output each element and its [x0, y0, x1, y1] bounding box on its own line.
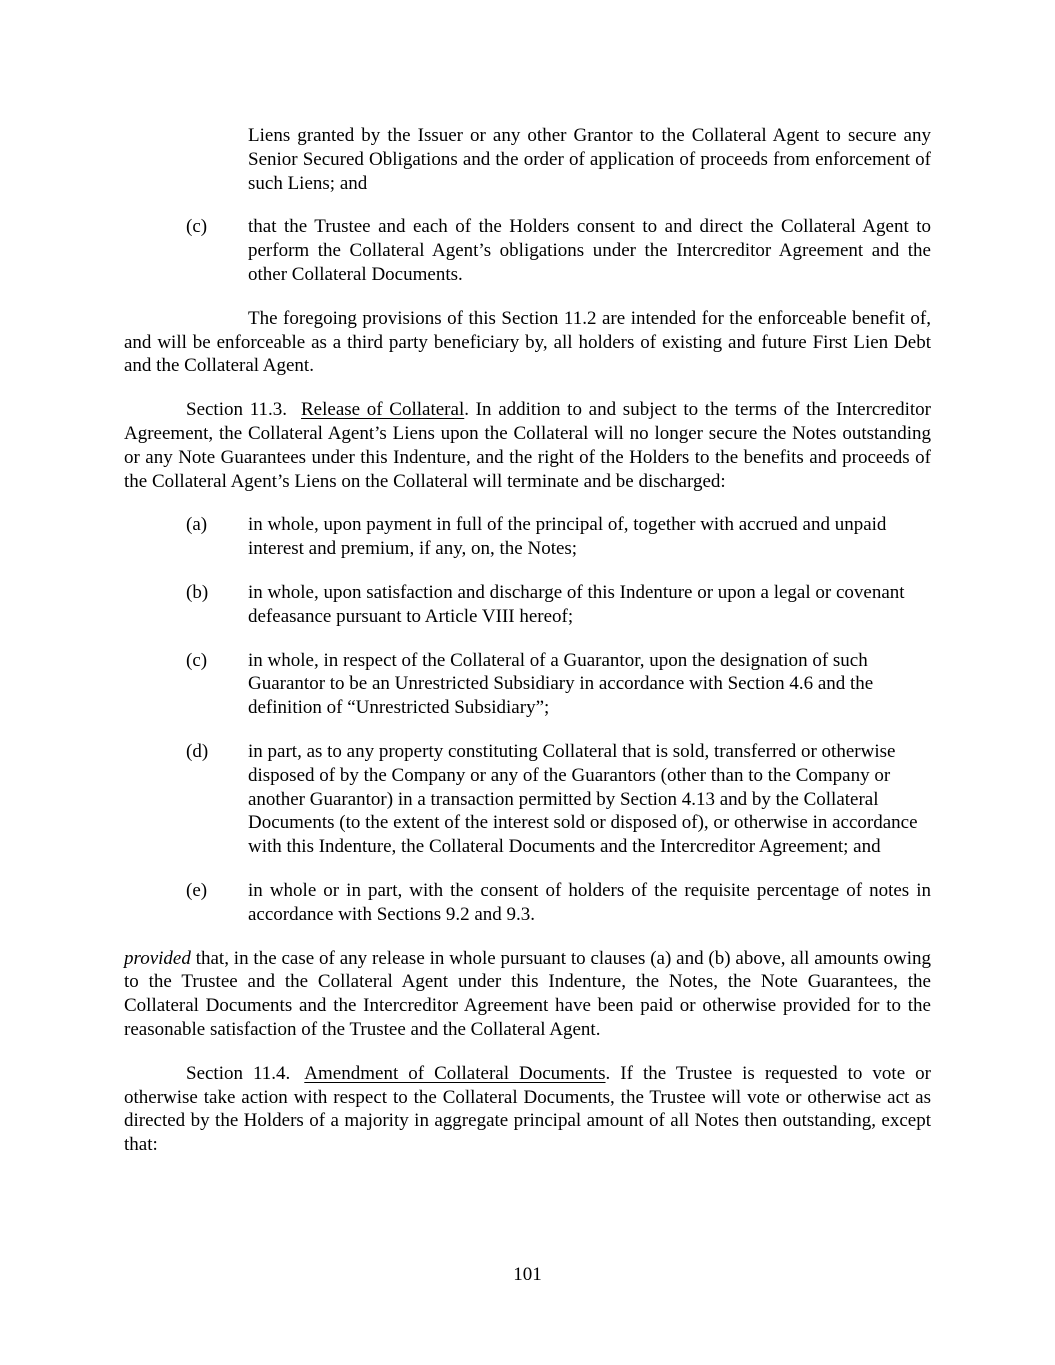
section-11-4-paragraph	[124, 1062, 931, 1157]
clause-label: (d)	[186, 740, 209, 762]
clause-label: (a)	[186, 514, 208, 536]
document-page	[124, 124, 931, 1177]
clause-c-consent	[124, 215, 931, 286]
proviso-lead: provided	[124, 947, 191, 969]
proviso-paragraph	[124, 947, 931, 1042]
section-body: . In addition to and subject to the terms of the Intercreditor Agreement, the Collateral Agent’s Liens upon the Collateral will no longer secure the Notes outstanding or any Note Guarantees under this Indenture, and the right of the Holders to the benefits and proceeds of the Collateral Agent’s Liens on the Collateral will terminate and be discharged:	[124, 399, 932, 492]
clause-label: (c)	[186, 216, 208, 238]
section-body: . If the Trustee is requested to vote or otherwise take action with respect to the Collateral Documents, the Trustee will vote or otherwise act as directed by the Holders of a majority in aggregate principal amount of all Notes then outstanding, except that:	[124, 1062, 931, 1156]
clause-text: in whole, upon satisfaction and discharge of this Indenture or upon a legal or covenant defeasance pursuant to Article VIII hereof;	[248, 581, 905, 627]
section-11-3-paragraph	[124, 398, 931, 493]
proviso-text: that, in the case of any release in whole pursuant to clauses (a) and (b) above, all amounts owing to the Trustee and the Collateral Agent under this Indenture, the Notes, the Note Guarantees, the Collateral Documents and the Intercreditor Agreement have been paid or otherwise provided for to the reasonable satisfaction of the Trustee and the Collateral Agent.	[124, 947, 931, 1040]
section-title: Amendment of Collateral Documents	[304, 1062, 606, 1084]
section-title: Release of Collateral	[301, 399, 465, 421]
release-clause-b	[124, 581, 931, 629]
clause-text: in whole, in respect of the Collateral of a Guarantor, upon the designation of such Guarantor to be an Unrestricted Subsidiary in accordance with Section 4.6 and the definition of “Unrestricted Subsidiary”;	[248, 649, 874, 719]
clause-label: (b)	[186, 581, 209, 603]
release-clause-c	[124, 649, 931, 720]
clause-text: in whole or in part, with the consent of holders of the requisite percentage of notes in accordance with Sections 9.2 and 9.3.	[248, 879, 931, 925]
continuation-paragraph: Liens granted by the Issuer or any other Grantor to the Collateral Agent to secure any Senior Secured Obligations and the order of application of proceeds from enforcement of such Liens; and	[248, 125, 931, 194]
page-number: 101	[513, 1264, 542, 1285]
foregoing-paragraph: The foregoing provisions of this Section 11.2 are intended for the enforceable benefit of, and will be enforceable as a third party beneficiary by, all holders of existing and future First Lien Debt and the Collateral Agent.	[124, 307, 931, 377]
clause-text: that the Trustee and each of the Holders consent to and direct the Collateral Agent to perform the Collateral Agent’s obligations under the Intercreditor Agreement and the other Collateral Documents.	[248, 216, 931, 285]
clause-label: (e)	[186, 879, 208, 901]
clause-label: (c)	[186, 649, 208, 671]
clause-text: in part, as to any property constituting Collateral that is sold, transferred or otherwise disposed of by the Company or any of the Guarantors (other than to the Company or another Guarantor) in a transaction permitted by Section 4.13 and by the Collateral Documents (to the extent of the interest sold or disposed of), or otherwise in accordance with this Indenture, the Collateral Documents and the Intercreditor Agreement; and	[248, 740, 918, 858]
release-clause-e	[124, 879, 931, 927]
clause-text: in whole, upon payment in full of the principal of, together with accrued and unpaid interest and premium, if any, on, the Notes;	[248, 514, 887, 560]
release-clause-a	[124, 513, 931, 561]
section-number: Section 11.4.	[186, 1062, 291, 1084]
release-clause-d	[124, 740, 931, 859]
section-number: Section 11.3.	[186, 399, 287, 421]
